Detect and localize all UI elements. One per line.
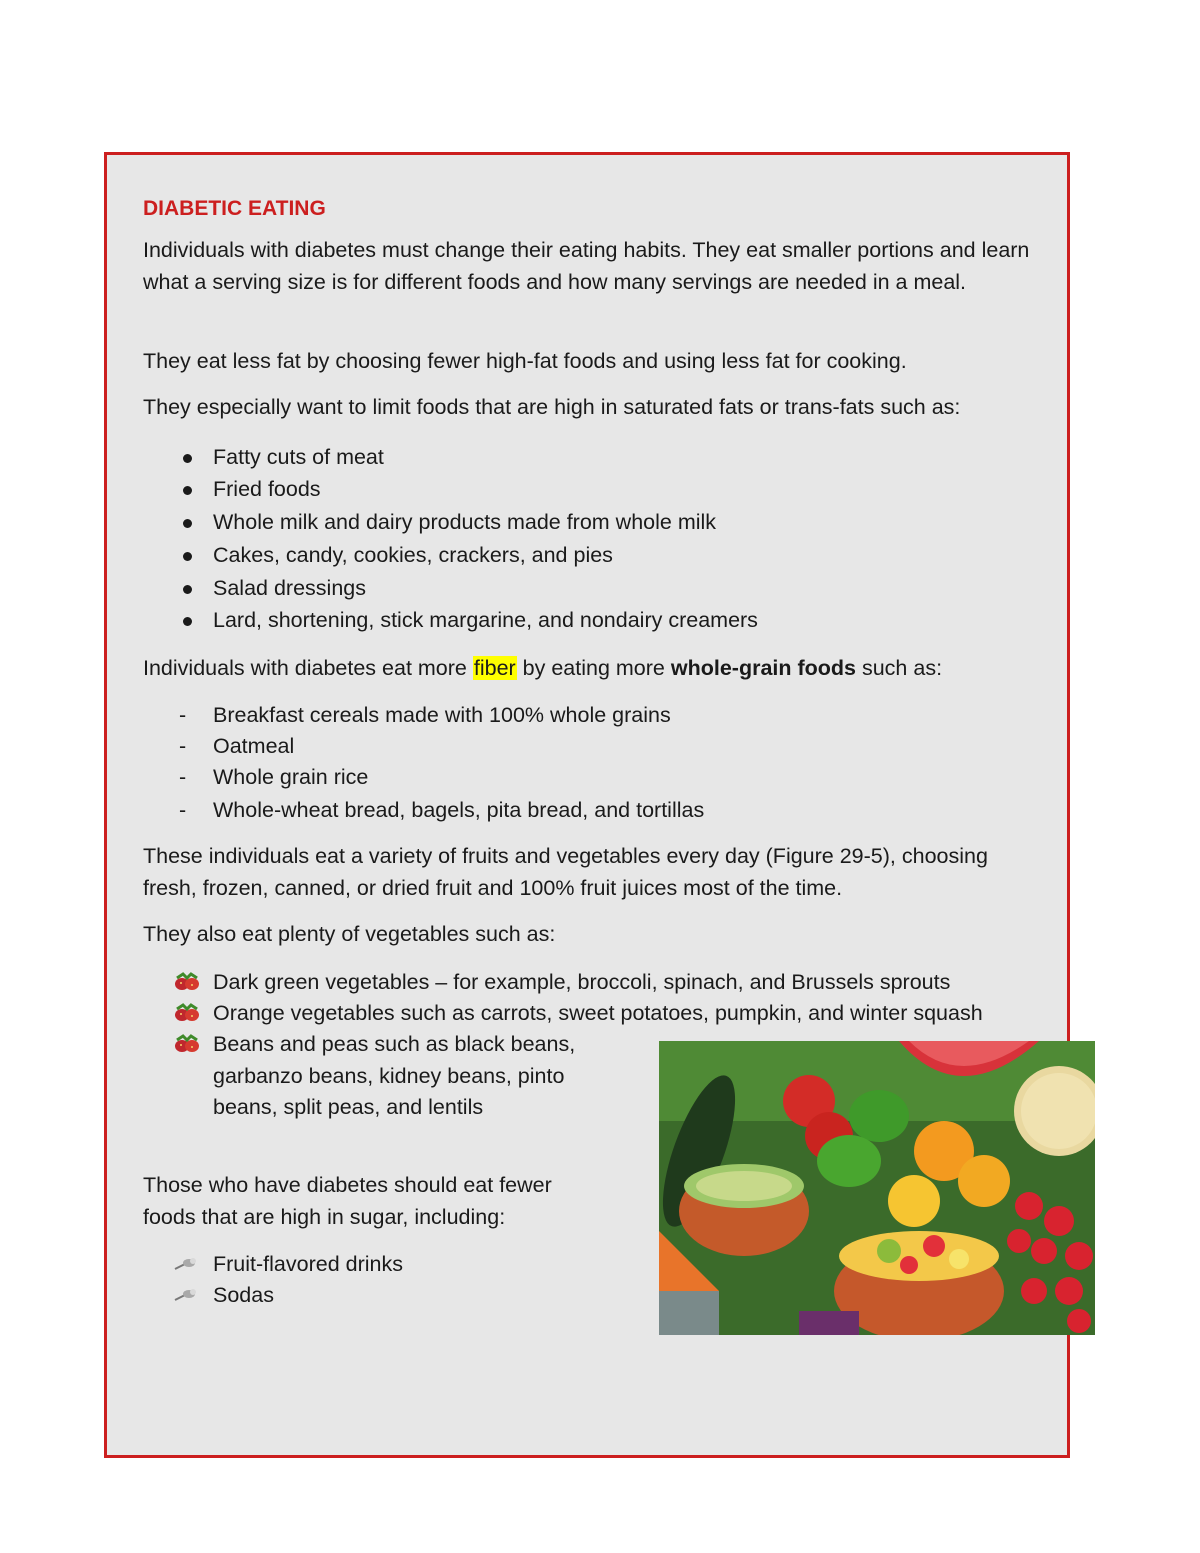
list-item: - Oatmeal — [213, 731, 294, 763]
bullet-dot-icon — [183, 486, 192, 495]
fruits-paragraph: These individuals eat a variety of fruits and vegetables every day (Figure 29-5), choosing fresh, frozen, canned, or dried fruit and 100% fruit juices most of the time. — [143, 844, 988, 900]
list-item: - Breakfast cereals made with 100% whole grains — [213, 700, 671, 732]
strawberry-bullet-icon — [173, 1033, 201, 1055]
strawberry-bullet-icon — [173, 1002, 201, 1024]
sugar-paragraph: Those who have diabetes should eat fewer foods that are high in sugar, including: — [143, 1173, 552, 1229]
dash-bullet-icon: - — [179, 703, 187, 727]
list-item: Lard, shortening, stick margarine, and nondairy creamers — [213, 605, 758, 637]
content-panel — [104, 152, 1070, 1458]
bullet-dot-icon — [183, 617, 192, 626]
pushpin-bullet-icon — [173, 1255, 199, 1273]
bullet-dot-icon — [183, 552, 192, 561]
list-item: Fatty cuts of meat — [213, 442, 384, 474]
list-item: Fried foods — [213, 474, 321, 506]
pushpin-bullet-icon — [173, 1286, 199, 1304]
list-item: Sodas — [213, 1280, 274, 1312]
vegetables-paragraph: They also eat plenty of vegetables such as: — [143, 922, 556, 946]
dash-bullet-icon: - — [179, 734, 187, 758]
list-item: Cakes, candy, cookies, crackers, and pies — [213, 540, 613, 572]
list-item: - Whole grain rice — [213, 762, 368, 794]
limit-paragraph: They especially want to limit foods that are high in saturated fats or trans-fats such as: — [143, 395, 961, 419]
page-title: DIABETIC EATING — [143, 197, 326, 220]
list-item: Fruit-flavored drinks — [213, 1249, 403, 1281]
bullet-dot-icon — [183, 585, 192, 594]
list-item: Dark green vegetables – for example, broccoli, spinach, and Brussels sprouts — [213, 967, 950, 999]
highlighted-term: fiber — [473, 656, 516, 680]
strawberry-bullet-icon — [173, 971, 201, 993]
list-item: Whole milk and dairy products made from whole milk — [213, 507, 716, 539]
list-item: - Whole-wheat bread, bagels, pita bread, and tortillas — [213, 795, 704, 827]
fat-paragraph: They eat less fat by choosing fewer high-fat foods and using less fat for cooking. — [143, 349, 907, 373]
list-item: Salad dressings — [213, 573, 366, 605]
bullet-dot-icon — [183, 454, 192, 463]
bold-term: whole-grain foods — [670, 656, 856, 680]
dash-bullet-icon: - — [179, 798, 187, 822]
fiber-paragraph: Individuals with diabetes eat more fiber by eating more whole-grain foods such as: — [143, 656, 943, 680]
bullet-dot-icon — [183, 519, 192, 528]
list-item: Orange vegetables such as carrots, sweet potatoes, pumpkin, and winter squash — [213, 998, 983, 1030]
list-item: Beans and peas such as black beans, garbanzo beans, kidney beans, pinto beans, split peas, and lentils — [213, 1029, 593, 1124]
dash-bullet-icon: - — [179, 765, 187, 789]
fruits-vegetables-photo — [659, 1041, 1095, 1335]
intro-paragraph: Individuals with diabetes must change their eating habits. They eat smaller portions and learn what a serving size is for different foods and how many servings are needed in a meal. — [143, 238, 1030, 294]
